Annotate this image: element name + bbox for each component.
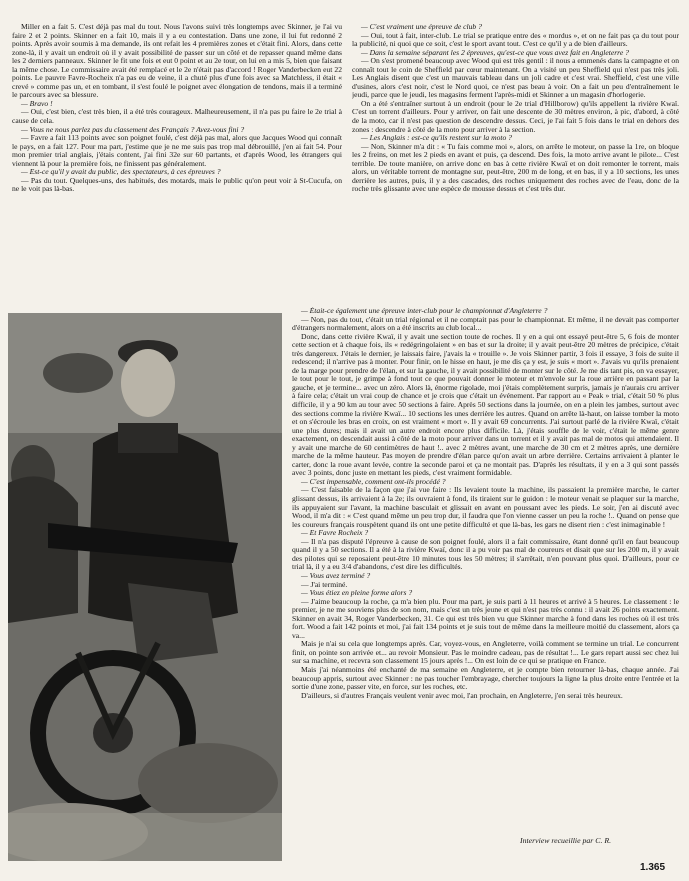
paragraph: Mais je n'ai su cela que longtemps après. Car, voyez-vous, en Angleterre, voilà comment se termine un trial. Le concurrent finit, on pointe son arrivée et... au revoir Monsieur. Pas le moindre cadeau, pas de résultat !... Le gars repart aussi sec chez lui sur sa machine, et recevra son classement 15 jours après !... On est loin de ce qui se pratique en France.: [292, 639, 679, 666]
paragraph: Mais j'ai néanmoins été enchanté de ma semaine en Angleterre, et je compte bien retourner là-bas, chaque année. J'ai beaucoup appris, surtout avec Skinner : ne pas toucher l'embrayage, chercher toujours la ligne la plus droite entre l'entrée et la sortie d'une zone, passer vite, en force, sur les roches, etc.: [292, 664, 679, 692]
rider-photo: [8, 313, 282, 861]
question: — C'est impensable, comment ont-ils procédé ?: [301, 476, 446, 486]
question: — Les Anglais : est-ce qu'ils restent sur la moto ?: [361, 133, 512, 143]
paragraph: — J'aime beaucoup la roche, ça m'a bien plu. Pour ma part, je suis parti à 11 heures et arrivé à 5 heures. Le classement : le premier, je ne me souviens plus de son nom, mais c'est un très jeune et qui n'est pas très connu : il avait 26 points exactement. Skinner en avait 34, Roger Vanderbecken, 31. Ce qui est très bien vu que Skinner marche à fond dans les roches où il est très fort. Wood a fait 142 points et moi, j'ai fait 134 points et je suis tout de même dans la meilleure moitié du classement, alors ça va...: [292, 596, 679, 640]
interview-credit: Interview recueillie par C. R.: [520, 836, 612, 845]
paragraph: On a été s'entraîner surtout à un endroit (pour le 2e trial d'Hillborow) qu'ils appellent la rivière Kwaï. C'est un torrent d'ailleurs. Pour y arriver, on fait une descente de 30 mètres environ, à pic, d'abord, à côté de la moto, car il n'est pas question de descendre dessus. Ceci, je l'ai fait 5 fois dans le trial en dehors des zones : descendre à côté de la moto pour arriver à la section.: [352, 98, 679, 134]
question: — Vous ne nous parlez pas du classement des Français ? Avez-vous fini ?: [21, 124, 245, 134]
question: — Vous étiez en pleine forme alors ?: [301, 588, 413, 598]
article-column-bottom: [292, 307, 679, 832]
article-column-left: [12, 23, 342, 323]
article-column-right: [352, 23, 679, 323]
question: — Est-ce qu'il y avait du public, des spectateurs, à ces épreuves ?: [21, 167, 221, 177]
paragraph: — J'ai terminé.: [301, 579, 348, 589]
question: — Et Favre Rocheix ?: [301, 528, 369, 538]
paragraph: — Non, Skinner m'a dit : « Tu fais comme moi », alors, on arrête le moteur, on passe la 1re, on bloque les 2 freins, on met les 2 pieds en avant et puis, ça descend. Des fois, la moto arrive avant le pilote... C'est terrible. De toute manière, on arrive donc en bas à cette rivière Kwaï et on doit remonter le torrent, mais alors, un véritable torrent de montagne sur, peut-être, 200 m de long, et en bas, il y a 10 sections, les unes derrière les autres, puis, il y a des cascades, des roches uniquement des roches avec de l'eau, donc de la roche très glissante avec une espèce de mousse dessus et c'est très dur.: [352, 141, 679, 194]
question: — Vous avez terminé ?: [301, 570, 371, 580]
paragraph: Donc, dans cette rivière Kwaï, il y avait une section toute de roches. Il y en a qui ont essayé peut-être 5, 6 fois de monter cette section et à chaque fois, ils « redégringolaient » en bas et sur la droite; il y avait peut-être 20 mètres de précipice, c'était très dangereux. J'étais le dernier, je laissais faire, j'avais la « trouille ». Je vois Skinner partir, 3 fois il essaye, 3 fois de suite il redescend; il n'arrive pas à monter. Pour finir, on le hisse en haut, je me dis ça y est, je suis « mort ». J'avais vu qu'ils prenaient de la marge pour prendre de l'élan, et sur la gauche, il y avait possibilité de monter sur le côté. Je me dis tant pis, on va essayer, le tout pour le tout, je grimpe à fond tout ce que pouvait donner le moteur et m'envole sur la roue arrière en passant par la gauche, et je termine... avec un zéro. Alors là, énorme rigolade, moi j'étais complètement surpris, jamais je n'aurais cru arriver à faire cela; c'était un vrai coup de chance et je crois que c'était un événement. Par rapport au « Peak » trial, c'était 50 % plus difficile, il y a 90 km au tour avec 50 sections à faire. Après 50 sections dans la journée, on en a plein les jambes, surtout avec des sections comme la rivière Kwaï... 10 sections les unes derrière les autres. Quand on arrête là-haut, on laisse tomber la moto et on s'écroule les bras en croix, on est vraiment « mort ». Il y avait 69 concurrents. J'ai surtout parlé de la rivière Kwaï, c'était une plus dures; mais il avait un autre endroit encore plus difficile. Là, j'étais souffle de le voir, c'était le même genre exactement, on descendait aussi à côté de la moto pour arriver dans un torrent et il y avait pas mal de motos qui attendaient. Il y avait une marche de 60 centimètres de haut !.. avec 2 mètres avant, une marche de 30 cm et 2 mètres après, une dernière marche de la même hauteur. Pas moyen de prendre d'élan parce qu'on avait un arbre derrière. Certains arrivaient à planter le carter, donc la roue avant levée, contre la seconde paroi et ça ne montait pas. D'après les résultats, il y en a 3 qui sont passés avec 3 points, donc juste en mettant les pieds, c'est vraiment formidable.: [292, 331, 679, 478]
paragraph: — C'est faisable de la façon que j'ai vue faire : Ils levaient toute la machine, ils passaient la première marche, le carter glissant dessus, ils arrivaient à la 2e; ils ouvraient à fond, ils tiraient sur le guidon : le moteur venait se plaquer sur la marche, ils appuyaient sur l'avant, la machine basculait et glissait en avant en poussant avec les pieds. Le soir, j'en ai discuté avec Wood, il m'a dit : « C'est quand même un peu trop dur, il faudra que l'on vienne casser un peu la roche !.. Quand on pense que les coureurs français rouspètent quand ils ont une petite difficulté et que là-bas, les gars ne disent rien : c'est inimaginable !: [292, 485, 679, 529]
question: — Dans la semaine séparant les 2 épreuves, qu'est-ce que vous avez fait en Angleterre ?: [361, 47, 629, 57]
rider-photo-illustration: [8, 313, 282, 861]
question: — Était-ce également une épreuve inter-club pour le championnat d'Angleterre ?: [301, 307, 548, 315]
question: — C'est vraiment une épreuve de club ?: [361, 23, 482, 31]
paragraph: — Non, pas du tout, c'était un trial régional et il ne comptait pas pour le championnat. Et même, il ne devait pas comporter d'étrangers normalement, alors on a été inscrits au club local...: [292, 314, 679, 333]
paragraph: — Oui, c'est bien, c'est très bien, il a été très courageux. Malheureusement, il n'a pas pu faire le 2e trial à cause de cela.: [12, 107, 342, 126]
paragraph: — Il n'a pas disputé l'épreuve à cause de son poignet foulé, alors il a fait commissaire, étant donné qu'il en faut beaucoup quand il y a 50 sections. Il a été à la rivière Kwaï, donc il a pu voir pas mal de coureurs et disait que sur les 200 m, il y avait des pilotes qui se reposaient peut-être 10 minutes tous les 50 mètres; il s'arrêtait, n'en pouvant plus quoi. D'ailleurs, pour ce trial là, il y a eu 3/4 d'abandons, c'est dire les difficultés.: [292, 536, 679, 572]
paragraph: — On s'est promené beaucoup avec Wood qui est très gentil : il nous a emmenés dans la campagne et on connaît tout le coin de Sheffield par cœur maintenant. On a visité un peu Sheffield qui n'est pas très joli. Les Anglais disent que c'est un mauvais tableau dans un joli cadre et c'est vrai. Sheffield, c'est une ville d'usines, alors c'est noir, c'est le Nord quoi, ce n'est pas beau à voir. On a fait un peu d'entraînement le jeudi, parce que le jeudi, les magasins ferment l'après-midi et Skinner a un magasin d'horlogerie.: [352, 56, 679, 100]
paragraph: Miller en a fait 5. C'est déjà pas mal du tout. Nous l'avons suivi très longtemps avec Skinner, je l'ai vu faire 2 et 2 points. Skinner en a fait 10, mais il y a eu contestation. Dans une zone, il lui fut redonné 2 points. Après avoir soumis à ma demande, ils ont refait les 4 premières zones et c'était fini. Alors, dans cette zone-là, il y avait un endroit où il y avait possibilité de passer sur un côté et de repasser quand même dans les 2 derniers panneaux. Skinner le fit une fois et eut 0 point et au 2e tour, on lui en a mis 5, bien que faisant la même chose. Le commissaire avait été remplacé et le 2e n'était pas d'accord ! Roger Vanderbecken eut 22 points. Le pauvre Favre-Rocheix n'a pas eu de veine, il a chuté plus d'une fois avec sa Matchless, il était « crevé » comme pas un, et en tombant, il s'est foulé le poignet avec élongation de tendons, mais il a terminé le parcours avec sa blessure.: [12, 23, 342, 100]
paragraph: — Oui, tout à fait, inter-club. Le trial se pratique entre des « mordus », et on ne fait pas ça du tout pour la publicité, ni quoi que ce soit, c'est le sport avant tout. C'est ce qu'il y a de bien d'ailleurs.: [352, 30, 679, 49]
paragraph: — Pas du tout. Quelques-uns, des habitués, des motards, mais le public qu'on peut voir à St-Cucufa, on ne le voit pas là-bas.: [12, 175, 342, 194]
paragraph: — Favre a fait 113 points avec son poignet foulé, c'est déjà pas mal, alors que Jacques Wood qui connaît le pays, en a fait 127. Pour ma part, j'estime que je ne me suis pas trop mal débrouillé, j'en ai fait 54. Pour mon premier trial anglais, j'étais content, j'ai fini 32e sur 60 partants, et d'après Wood, les étrangers qui viennent là pour la première fois, ne finissent pas généralement.: [12, 133, 342, 168]
question: — Bravo !: [21, 98, 53, 108]
page-number: 1.365: [640, 862, 666, 873]
paragraph: D'ailleurs, si d'autres Français veulent venir avec moi, l'an prochain, en Angleterre, j'en serai très heureux.: [301, 690, 623, 700]
